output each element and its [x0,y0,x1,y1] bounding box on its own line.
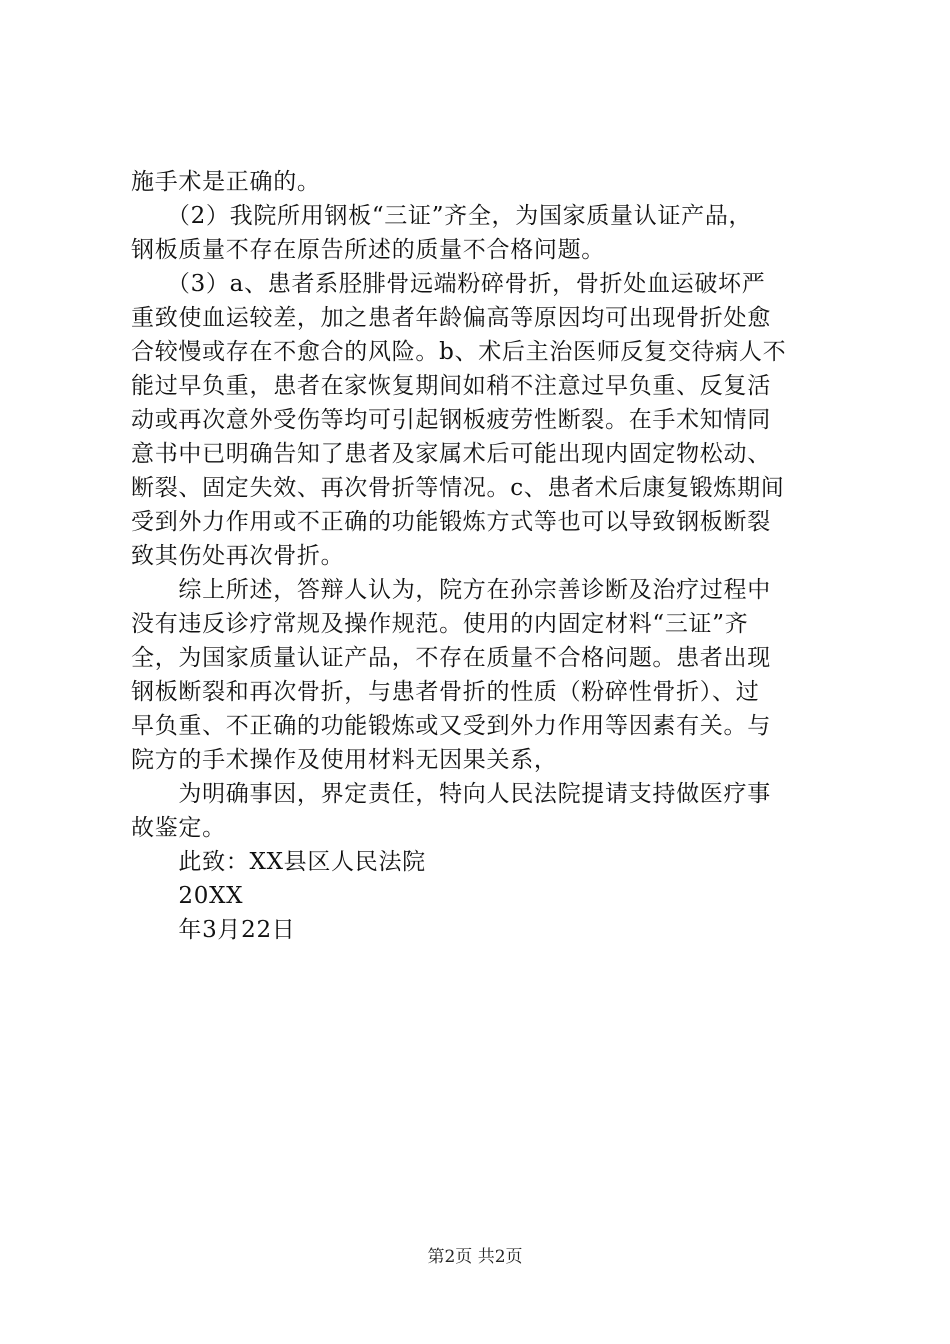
text-line: 没有违反诊疗常规及操作规范。使用的内固定材料“三证”齐 [131,611,749,637]
text-line: 受到外力作用或不正确的功能锻炼方式等也可以导致钢板断裂 [131,509,771,535]
text-line: 动或再次意外受伤等均可引起钢板疲劳性断裂。在手术知情同 [131,407,771,433]
text-line: （3）a、患者系胫腓骨远端粉碎骨折，骨折处血运破坏严 [131,271,766,297]
text-line: 全，为国家质量认证产品，不存在质量不合格问题。患者出现 [131,645,771,671]
text-line: 能过早负重，患者在家恢复期间如稍不注意过早负重、反复活 [131,373,771,399]
text-line: 钢板断裂和再次骨折，与患者骨折的性质（粉碎性骨折）、过 [131,679,760,705]
page-footer [0,1242,950,1267]
text-line: 院方的手术操作及使用材料无因果关系， [131,747,558,773]
date-year-line: 20XX [131,883,244,909]
text-line: 故鉴定。 [131,815,226,841]
text-line: 断裂、固定失效、再次骨折等情况。c、患者术后康复锻炼期间 [131,475,785,501]
text-line: 为明确事因，界定责任，特向人民法院提请支持做医疗事 [131,781,771,807]
text-line: （2）我院所用钢板“三证”齐全，为国家质量认证产品， [131,203,753,229]
date-line: 年3月22日 [131,917,296,943]
text-line: 施手术是正确的。 [131,169,321,195]
text-line: 重致使血运较差，加之患者年龄偏高等原因均可出现骨折处愈 [131,305,771,331]
text-line: 意书中已明确告知了患者及家属术后可能出现内固定物松动、 [131,441,771,467]
text-line: 合较慢或存在不愈合的风险。b、术后主治医师反复交待病人不 [131,339,787,365]
salutation-line: 此致：XX县区人民法院 [131,849,426,875]
document-body [131,165,831,947]
text-line: 钢板质量不存在原告所述的质量不合格问题。 [131,237,605,263]
text-line: 综上所述，答辩人认为，院方在孙宗善诊断及治疗过程中 [131,577,771,603]
page-number-label: 第2页 共2页 [427,1247,523,1267]
text-line: 早负重、不正确的功能锻炼或又受到外力作用等因素有关。与 [131,713,771,739]
text-line: 致其伤处再次骨折。 [131,543,345,569]
